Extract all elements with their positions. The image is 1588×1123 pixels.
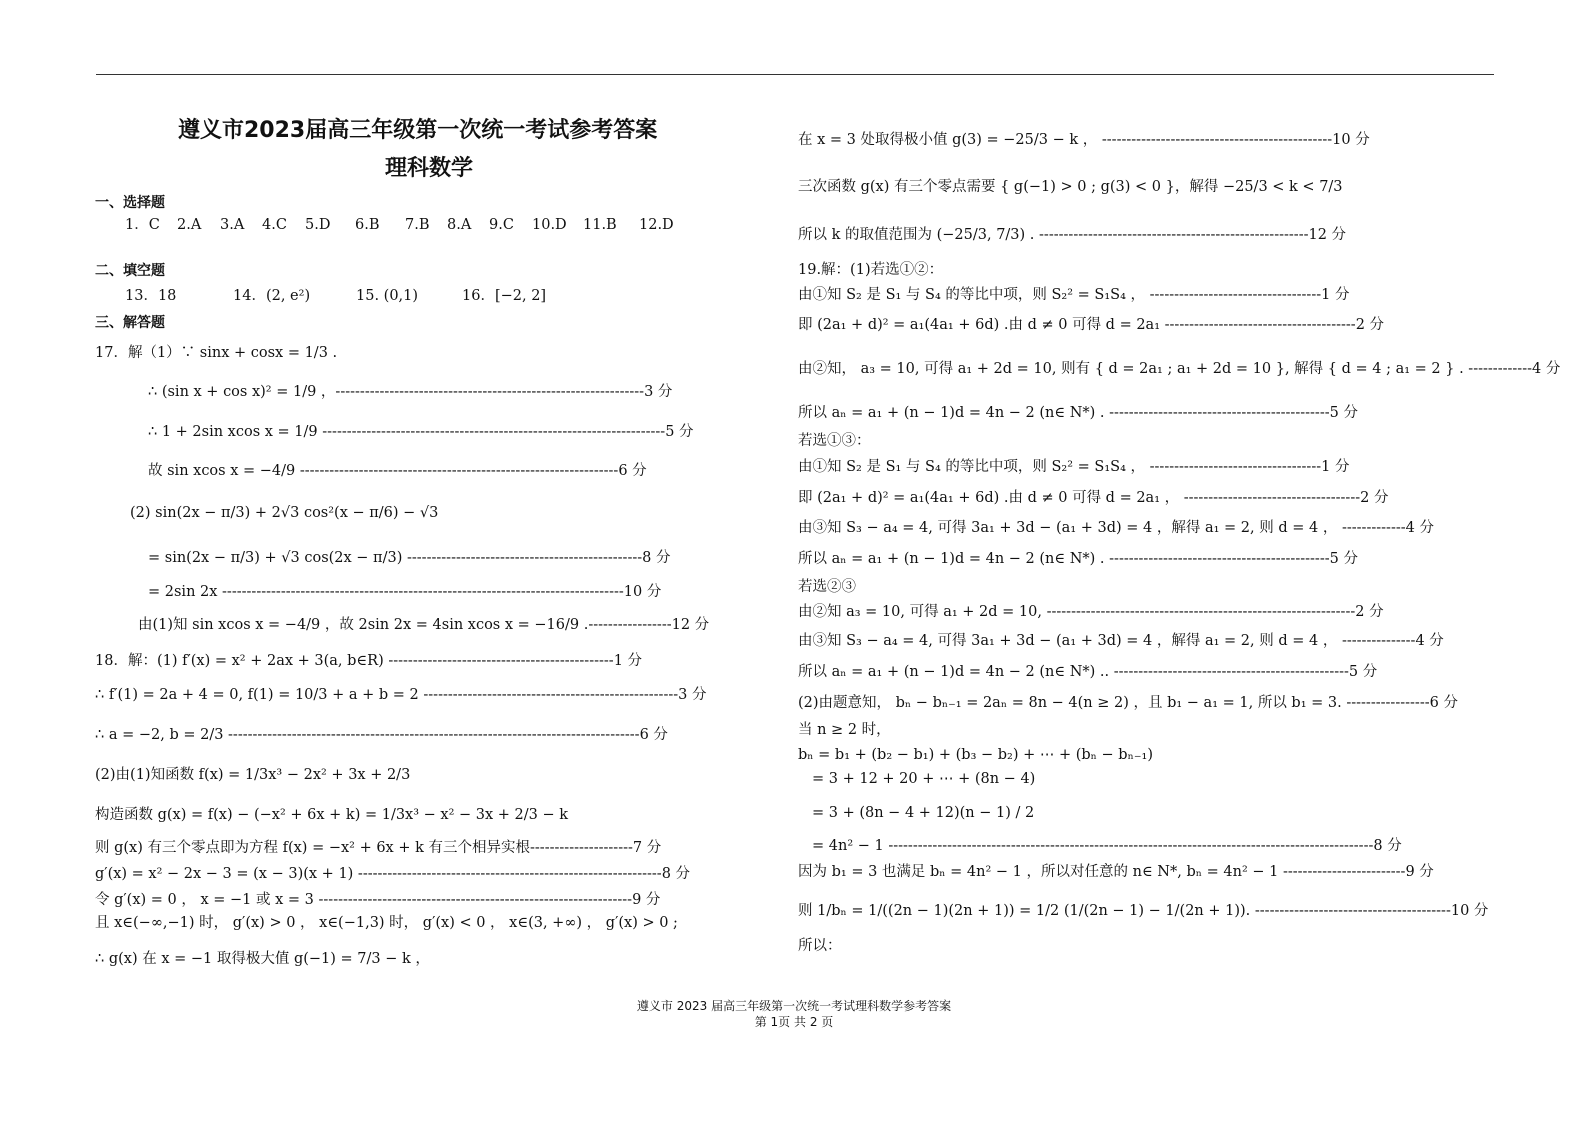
right-line: 即 (2a₁ + d)² = a₁(4a₁ + 6d) .由 d ≠ 0 可得 d = 2a₁ ， ------------------------------------2 分 bbox=[798, 490, 1389, 506]
left-line: ∴ a = −2, b = 2/3 ------------------------------------------------------------------------------------6 分 bbox=[95, 727, 668, 743]
right-line: 若选②③ bbox=[798, 579, 856, 595]
right-line: 则 1/bₙ = 1/((2n − 1)(2n + 1)) = 1/2 (1/(2n − 1) − 1/(2n + 1)). ----------------------------------------10 分 bbox=[798, 903, 1489, 919]
right-line: = 4n² − 1 ---------------------------------------------------------------------------------------------------8 分 bbox=[812, 838, 1402, 854]
page-title: 遵义市2023届高三年级第一次统一考试参考答案 bbox=[178, 118, 658, 143]
right-line: bₙ = b₁ + (b₂ − b₁) + (b₃ − b₂) + ⋯ + (bₙ − bₙ₋₁) bbox=[798, 747, 1153, 763]
left-line: 18．解：(1) f′(x) = x² + 2ax + 3(a, b∈R) ----------------------------------------------1 分 bbox=[95, 653, 643, 669]
right-line: 三次函数 g(x) 有三个零点需要 { g(−1) > 0 ; g(3) < 0 }，解得 −25/3 < k < 7/3 bbox=[798, 179, 1343, 195]
left-line: 由(1)知 sin xcos x = −4/9 ，故 2sin 2x = 4sin xcos x = −16/9 .-----------------12 分 bbox=[138, 617, 710, 633]
right-line: 所以 aₙ = a₁ + (n − 1)d = 4n − 2 (n∈ N*) . ---------------------------------------------5 分 bbox=[798, 405, 1358, 421]
choice-answer: 9.C bbox=[489, 217, 514, 233]
right-line: 由①知 S₂ 是 S₁ 与 S₄ 的等比中项，则 S₂² = S₁S₄ ， -----------------------------------1 分 bbox=[798, 459, 1350, 475]
choice-answer: 12.D bbox=[639, 217, 674, 233]
right-line: 由②知， a₃ = 10, 可得 a₁ + 2d = 10, 则有 { d = 2a₁ ; a₁ + 2d = 10 }, 解得 { d = 4 ; a₁ = 2 } . -------------4 分 bbox=[798, 361, 1561, 377]
left-line: 构造函数 g(x) = f(x) − (−x² + 6x + k) = 1/3x³ − x² − 3x + 2/3 − k bbox=[95, 807, 569, 823]
right-line: 所以 k 的取值范围为 (−25/3, 7/3) . -------------------------------------------------------12 分 bbox=[798, 227, 1347, 243]
fill-answer: 13．18 bbox=[125, 288, 177, 304]
choice-section-label: 一、选择题 bbox=[95, 195, 165, 211]
left-line: g′(x) = x² − 2x − 3 = (x − 3)(x + 1) --------------------------------------------------------------8 分 bbox=[95, 866, 691, 882]
right-line: 即 (2a₁ + d)² = a₁(4a₁ + 6d) .由 d ≠ 0 可得 d = 2a₁ ---------------------------------------2 分 bbox=[798, 317, 1385, 333]
choice-answer: 5.D bbox=[305, 217, 331, 233]
fill-answer: 16．[−2, 2] bbox=[462, 288, 547, 304]
right-line: 由③知 S₃ − a₄ = 4, 可得 3a₁ + 3d − (a₁ + 3d) = 4 ，解得 a₁ = 2, 则 d = 4 ， -------------4 分 bbox=[798, 520, 1434, 536]
right-line: = 3 + (8n − 4 + 12)(n − 1) / 2 bbox=[812, 805, 1035, 821]
right-line: 由②知 a₃ = 10, 可得 a₁ + 2d = 10, ---------------------------------------------------------------2 分 bbox=[798, 604, 1384, 620]
choice-answer: 8.A bbox=[447, 217, 472, 233]
left-line: = sin(2x − π/3) + √3 cos(2x − π/3) ------------------------------------------------8 分 bbox=[148, 550, 671, 566]
right-line: 若选①③： bbox=[798, 433, 871, 449]
solve-section-label: 三、解答题 bbox=[95, 315, 165, 331]
header-rule bbox=[96, 74, 1494, 75]
right-line: 当 n ≥ 2 时， bbox=[798, 722, 891, 738]
left-line: ∴ f′(1) = 2a + 4 = 0, f(1) = 10/3 + a + b = 2 ----------------------------------------------------3 分 bbox=[95, 687, 707, 703]
left-line: ∴ 1 + 2sin xcos x = 1/9 ----------------------------------------------------------------------5 分 bbox=[148, 424, 694, 440]
right-line: 在 x = 3 处取得极小值 g(3) = −25/3 − k ， -----------------------------------------------10 分 bbox=[798, 132, 1370, 148]
left-line: ∴ g(x) 在 x = −1 取得极大值 g(−1) = 7/3 − k ， bbox=[95, 951, 430, 967]
left-line: 故 sin xcos x = −4/9 -----------------------------------------------------------------6 分 bbox=[148, 463, 647, 479]
choice-answer: 11.B bbox=[583, 217, 617, 233]
left-line: = 2sin 2x ----------------------------------------------------------------------------------10 分 bbox=[148, 584, 662, 600]
choice-answer: 10.D bbox=[532, 217, 567, 233]
choice-answer: 1．C bbox=[125, 217, 160, 233]
left-line: ∴ (sin x + cos x)² = 1/9 ，---------------------------------------------------------------3 分 bbox=[148, 384, 673, 400]
right-line: 因为 b₁ = 3 也满足 bₙ = 4n² − 1 ，所以对任意的 n∈ N*, bₙ = 4n² − 1 -------------------------9 分 bbox=[798, 864, 1434, 880]
choice-answer: 6.B bbox=[355, 217, 380, 233]
left-line: 17．解（1）∵ sinx + cosx = 1/3 . bbox=[95, 345, 338, 361]
choice-answer: 3.A bbox=[220, 217, 245, 233]
right-line: 所以 aₙ = a₁ + (n − 1)d = 4n − 2 (n∈ N*) .. ------------------------------------------------5 分 bbox=[798, 664, 1378, 680]
right-line: = 3 + 12 + 20 + ⋯ + (8n − 4) bbox=[812, 771, 1036, 787]
choice-answer: 4.C bbox=[262, 217, 287, 233]
fill-answer: 15. (0,1) bbox=[356, 288, 419, 304]
left-line: (2)由(1)知函数 f(x) = 1/3x³ − 2x² + 3x + 2/3 bbox=[95, 767, 411, 783]
choice-answer: 2.A bbox=[177, 217, 202, 233]
fill-answer: 14．(2, e²) bbox=[233, 288, 311, 304]
footer-page-number: 第 1页 共 2 页 bbox=[754, 1015, 834, 1029]
choice-answer: 7.B bbox=[405, 217, 430, 233]
right-line: 由①知 S₂ 是 S₁ 与 S₄ 的等比中项，则 S₂² = S₁S₄ ， -----------------------------------1 分 bbox=[798, 287, 1350, 303]
page-subtitle: 理科数学 bbox=[385, 156, 474, 181]
fill-section-label: 二、填空题 bbox=[95, 263, 165, 279]
right-line: 所以： bbox=[798, 938, 842, 954]
left-line: 且 x∈(−∞,−1) 时， g′(x) > 0 ， x∈(−1,3) 时， g′(x) < 0 ， x∈(3, +∞) ， g′(x) > 0 ; bbox=[95, 915, 678, 931]
right-line: 19.解：(1)若选①②： bbox=[798, 262, 944, 278]
right-line: 所以 aₙ = a₁ + (n − 1)d = 4n − 2 (n∈ N*) . ---------------------------------------------5 分 bbox=[798, 551, 1358, 567]
left-line: 则 g(x) 有三个零点即为方程 f(x) = −x² + 6x + k 有三个相异实根---------------------7 分 bbox=[95, 840, 662, 856]
choice-answers bbox=[125, 216, 674, 234]
fill-answers bbox=[125, 287, 546, 305]
left-line: 令 g′(x) = 0 ， x = −1 或 x = 3 ----------------------------------------------------------------9 分 bbox=[95, 892, 661, 908]
right-line: (2)由题意知， bₙ − bₙ₋₁ = 2aₙ = 8n − 4(n ≥ 2) ，且 b₁ − a₁ = 1, 所以 b₁ = 3. -----------------6 分 bbox=[798, 695, 1458, 711]
left-line: (2) sin(2x − π/3) + 2√3 cos²(x − π/6) − √3 bbox=[130, 505, 439, 521]
right-line: 由③知 S₃ − a₄ = 4, 可得 3a₁ + 3d − (a₁ + 3d) = 4 ，解得 a₁ = 2, 则 d = 4 ， ---------------4 分 bbox=[798, 633, 1444, 649]
footer-title: 遵义市 2023 届高三年级第一次统一考试理科数学参考答案 bbox=[636, 999, 952, 1013]
